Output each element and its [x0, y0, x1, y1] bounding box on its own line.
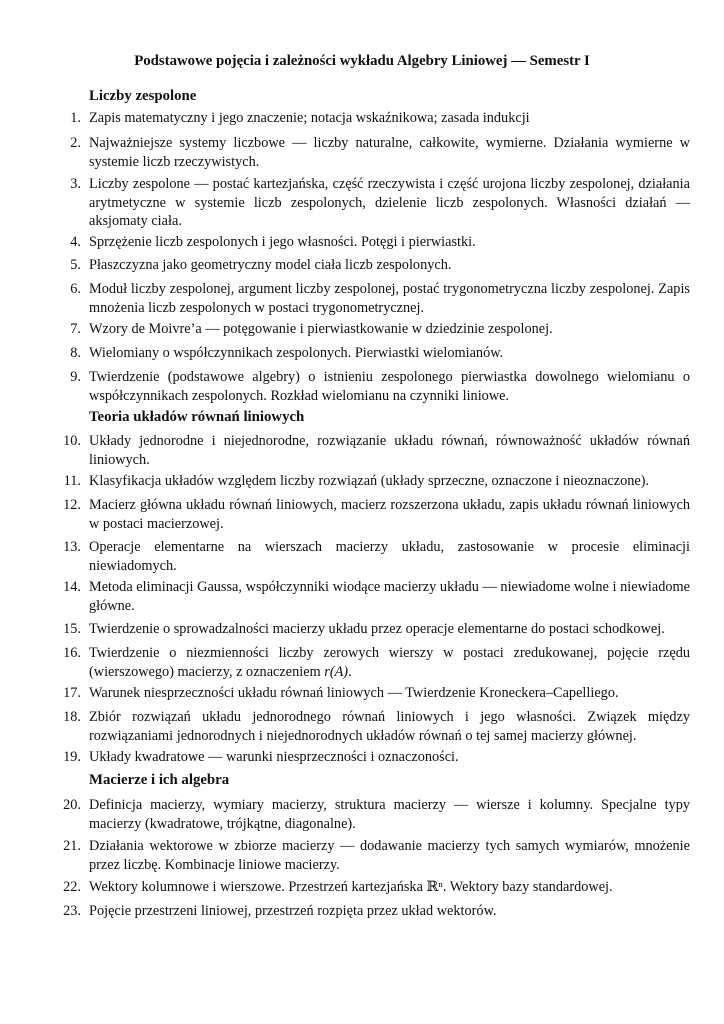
item-text: Macierz główna układu równań liniowych, macierz rozszerzona układu, zapis układu równań liniowych w postaci macierzowej. [89, 497, 690, 532]
item-number: 12. [63, 497, 81, 513]
item-number: 4. [70, 234, 81, 250]
item-text: Twierdzenie o sprowadzalności macierzy układu przez operacje elementarne do postaci schodkowej. [89, 621, 665, 637]
item-number: 23. [63, 903, 81, 919]
item-number: 8. [70, 345, 81, 361]
item-text: Wielomiany o współczynnikach zespolonych. Pierwiastki wielomianów. [89, 345, 504, 361]
item-text: Warunek niesprzeczności układu równań liniowych — Twierdzenie Kroneckera–Capelliego. [89, 685, 619, 701]
item-text: Operacje elementarne na wierszach macierzy układu, zastosowanie w procesie eliminacji niewiadomych. [89, 539, 690, 574]
item-text-tail: . Wektory bazy standardowej. [442, 879, 613, 895]
item-text: Moduł liczby zespolonej, argument liczby zespolonej, postać trygonometryczna liczby zespolonej. Zapis mnożenia liczb zespolonych w postaci trygonometrycznej. [89, 281, 690, 316]
item-number: 6. [70, 281, 81, 297]
item-text: Układy jednorodne i niejednorodne, rozwiązanie układu równań, równoważność układów równań liniowych. [89, 433, 690, 468]
item-text: Wzory de Moivre’a — potęgowanie i pierwiastkowanie w dziedzinie zespolonej. [89, 321, 553, 337]
item-text: Definicja macierzy, wymiary macierzy, struktura macierzy — wiersze i kolumny. Specjalne typy macierzy (kwadratowe, trójkątne, diagonalne). [89, 797, 690, 832]
item-text: Pojęcie przestrzeni liniowej, przestrzeń rozpięta przez układ wektorów. [89, 903, 497, 919]
item-text: Zbiór rozwiązań układu jednorodnego równań liniowych i jego własności. Związek między rozwiązaniami jednorodnych i niejednorodnych układów równań o tej samej macierzy głównej. [89, 709, 690, 744]
page-title: Podstawowe pojęcia i zależności wykładu Algebry Liniowej — Semestr I [134, 53, 590, 69]
rank-notation: r(A) [324, 663, 349, 680]
item-number: 14. [63, 579, 81, 595]
item-text-main: Twierdzenie o niezmienności liczby zerowych wierszy w postaci zredukowanej, pojęcie rzędu (wierszowego) macierzy, z oznaczeniem [89, 645, 690, 680]
item-text: Zapis matematyczny i jego znaczenie; notacja wskaźnikowa; zasada indukcji [89, 110, 530, 126]
item-number: 9. [70, 369, 81, 385]
item-number: 20. [63, 797, 81, 813]
item-number: 7. [70, 321, 81, 337]
item-text: Płaszczyzna jako geometryczny model ciała liczb zespolonych. [89, 257, 452, 273]
item-number: 21. [63, 838, 81, 854]
item-text [89, 878, 690, 897]
item-text: Liczby zespolone — postać kartezjańska, część rzeczywista i część urojona liczby zespolonej, działania arytmetyczne w systemie liczb zespolonych, dzielenie liczb zespolonych. Własności działań — aksjomaty ciała. [89, 176, 690, 230]
item-number: 13. [63, 539, 81, 555]
item-text: Metoda eliminacji Gaussa, współczynniki wiodące macierzy układu — niewiadome wolne i niewiadome główne. [89, 579, 690, 614]
item-number: 22. [63, 879, 81, 895]
section-heading-linear-systems: Teoria układów równań liniowych [89, 409, 305, 425]
item-number: 11. [63, 473, 81, 489]
item-text: Twierdzenie (podstawowe algebry) o istnieniu zespolonego pierwiastka dowolnego wielomianu o współczynnikach zespolonych. Rozkład wielomianu na czynniki liniowe. [89, 369, 690, 404]
item-number: 5. [70, 257, 81, 273]
item-text: Działania wektorowe w zbiorze macierzy — dodawanie macierzy tych samych wymiarów, mnożenie przez liczbę. Kombinacje liniowe macierzy. [89, 838, 690, 873]
item-number: 3. [70, 176, 81, 192]
item-text [89, 644, 690, 681]
item-text: Najważniejsze systemy liczbowe — liczby naturalne, całkowite, wymierne. Działania wymierne w systemie liczb rzeczywistych. [89, 135, 690, 170]
item-text: Klasyfikacja układów względem liczby rozwiązań (układy sprzeczne, oznaczone i nieoznaczone). [89, 473, 650, 489]
item-number: 15. [63, 621, 81, 637]
section-heading-matrices: Macierze i ich algebra [89, 772, 230, 788]
item-number: 2. [70, 135, 81, 151]
item-number: 10. [63, 433, 81, 449]
item-text: Układy kwadratowe — warunki niesprzeczności i oznaczoności. [89, 749, 459, 765]
item-number: 1. [70, 110, 81, 126]
item-number: 19. [63, 749, 81, 765]
item-number: 18. [63, 709, 81, 725]
item-text-tail: . [348, 663, 352, 680]
item-number: 17. [63, 685, 81, 701]
item-number: 16. [63, 645, 81, 661]
section-heading-complex-numbers: Liczby zespolone [89, 88, 197, 104]
item-text: Sprzężenie liczb zespolonych i jego własności. Potęgi i pierwiastki. [89, 234, 476, 250]
real-space-symbol: ℝⁿ [426, 879, 443, 895]
item-text-main: Wektory kolumnowe i wierszowe. Przestrzeń kartezjańska [89, 879, 427, 895]
